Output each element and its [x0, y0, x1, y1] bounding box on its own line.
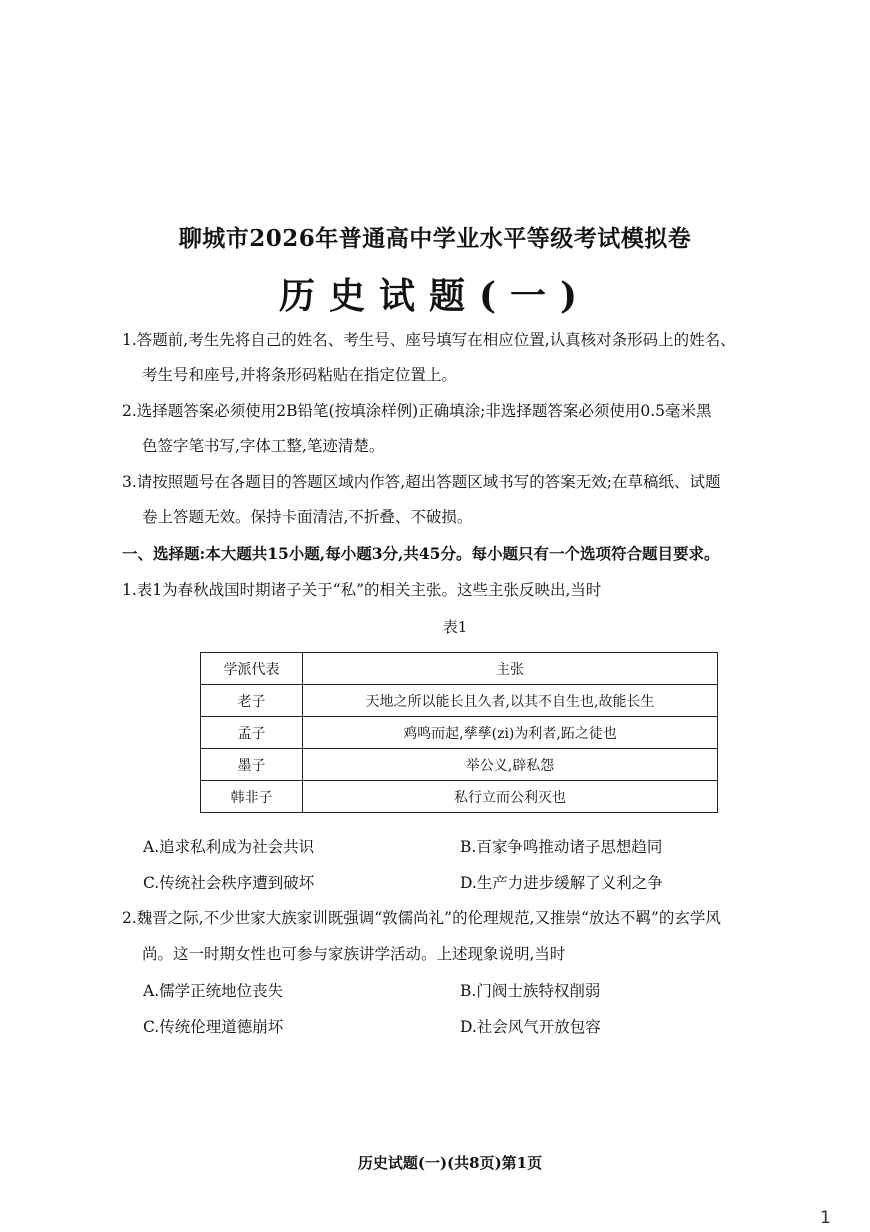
table-cell: 私行立而公利灭也 — [303, 781, 718, 813]
q1-option-a: A.追求私利成为社会共识 — [143, 838, 315, 856]
table-cell: 天地之所以能长且久者,以其不自生也,故能长生 — [303, 685, 718, 717]
q1-option-c: C.传统社会秩序遭到破坏 — [143, 874, 315, 892]
table-cell: 举公义,辟私怨 — [303, 749, 718, 781]
table-row — [201, 685, 718, 717]
table-caption: 表1 — [442, 618, 468, 636]
table-header-row — [201, 653, 718, 685]
instruction-line: 卷上答题无效。保持卡面清洁,不折叠、不破损。 — [142, 508, 473, 526]
subject-title: 历史试题(一) — [278, 275, 592, 317]
table-header-cell: 主张 — [303, 653, 718, 685]
instruction-line: 3.请按照题号在各题目的答题区域内作答,超出答题区域书写的答案无效;在草稿纸、试题 — [122, 473, 721, 491]
table-row — [201, 717, 718, 749]
table-cell: 鸡鸣而起,孳孳(zi)为利者,跖之徒也 — [303, 717, 718, 749]
table-header-cell: 学派代表 — [201, 653, 303, 685]
q2-option-d: D.社会风气开放包容 — [460, 1018, 601, 1036]
q1-option-b: B.百家争鸣推动诸子思想趋同 — [460, 838, 663, 856]
table-row — [201, 781, 718, 813]
q2-option-c: C.传统伦理道德崩坏 — [143, 1018, 284, 1036]
instruction-line: 1.答题前,考生先将自己的姓名、考生号、座号填写在相应位置,认真核对条形码上的姓名、 — [122, 331, 736, 349]
exam-title: 聊城市2026年普通高中学业水平等级考试模拟卷 — [178, 225, 692, 252]
page-footer: 历史试题(一)(共8页)第1页 — [357, 1154, 543, 1172]
table-cell: 老子 — [201, 685, 303, 717]
instruction-line: 2.选择题答案必须使用2B铅笔(按填涂样例)正确填涂;非选择题答案必须使用0.5毫米黑 — [122, 402, 712, 420]
table-cell: 韩非子 — [201, 781, 303, 813]
instruction-line: 考生号和座号,并将条形码粘贴在指定位置上。 — [142, 366, 457, 384]
table-row — [201, 749, 718, 781]
instruction-line: 色签字笔书写,字体工整,笔迹清楚。 — [142, 437, 385, 455]
schools-opinions-table — [200, 652, 718, 813]
section-heading: 一、选择题:本大题共15小题,每小题3分,共45分。每小题只有一个选项符合题目要求。 — [122, 544, 720, 563]
question-2-stem: 2.魏晋之际,不少世家大族家训既强调“敦儒尚礼”的伦理规范,又推崇“放达不羁”的玄学风 — [122, 909, 721, 927]
table-cell: 孟子 — [201, 717, 303, 749]
q2-option-b: B.门阀士族特权削弱 — [460, 982, 601, 1000]
table-cell: 墨子 — [201, 749, 303, 781]
question-1-stem: 1.表1为春秋战国时期诸子关于“私”的相关主张。这些主张反映出,当时 — [122, 581, 602, 599]
q1-option-d: D.生产力进步缓解了义利之争 — [460, 874, 663, 892]
q2-option-a: A.儒学正统地位丧失 — [143, 982, 284, 1000]
question-2-stem-continued: 尚。这一时期女性也可参与家族讲学活动。上述现象说明,当时 — [142, 945, 566, 963]
corner-page-number: 1 — [820, 1208, 831, 1228]
